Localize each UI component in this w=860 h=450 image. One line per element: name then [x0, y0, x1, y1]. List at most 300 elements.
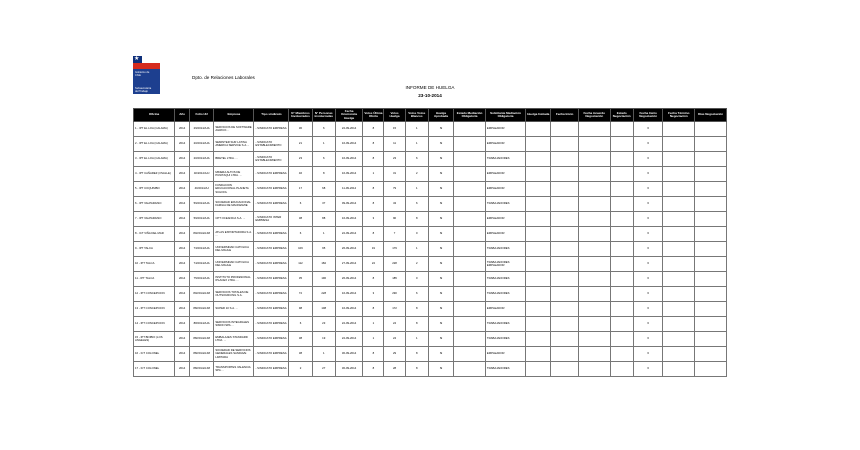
table-cell [663, 317, 695, 332]
table-cell: EMPLEADOR [485, 122, 525, 137]
column-header: Estado Negociación [610, 109, 633, 122]
table-cell [454, 317, 486, 332]
table-cell [578, 317, 610, 332]
table-cell: 8 [363, 347, 384, 362]
table-cell [695, 302, 727, 317]
table-cell: 2 [405, 257, 428, 272]
table-cell [610, 212, 633, 227]
table-cell [551, 347, 578, 362]
table-cell: - SINDICATO EMPRESA [254, 182, 289, 197]
table-cell: 6 [633, 152, 663, 167]
table-cell [695, 152, 727, 167]
table-cell: - SINDICATO ESTABLECIMIENTO [254, 152, 289, 167]
table-cell [551, 362, 578, 377]
table-cell: 6 [633, 257, 663, 272]
table-cell: 16-09-2014 [335, 137, 362, 152]
table-cell [454, 332, 486, 347]
table-cell [551, 122, 578, 137]
table-cell [695, 227, 727, 242]
table-cell: 6 [633, 137, 663, 152]
table-cell: 29 [384, 347, 405, 362]
table-row [134, 167, 727, 182]
table-cell: SI [428, 197, 453, 212]
table-cell: 2014 [175, 212, 190, 227]
table-cell: 8 [405, 347, 428, 362]
table-cell [695, 317, 727, 332]
table-cell: FUNDACION EDUCACIONAL PLANETA SCHOOL [214, 182, 254, 197]
table-cell: 16-09-2014 [335, 212, 362, 227]
table-cell: - SINDICATO EMPRESA [254, 257, 289, 272]
table-cell: 185 [384, 272, 405, 287]
table-cell: - SINDICATO EMPRESA [254, 167, 289, 182]
table-cell: 16-09-2014 [335, 302, 362, 317]
table-cell: 31 [384, 167, 405, 182]
table-cell: 190 [312, 272, 335, 287]
table-body [134, 122, 727, 377]
column-header: Oficina [134, 109, 175, 122]
table-cell: - SINDICATO EMPRESA [254, 272, 289, 287]
table-cell [551, 197, 578, 212]
table-cell: 68 [312, 182, 335, 197]
table-cell [610, 272, 633, 287]
table-cell: SI [428, 242, 453, 257]
table-cell: 2014 [175, 257, 190, 272]
table-cell: UNIVERSIDAD CATOLICA DEL MAULE [214, 257, 254, 272]
table-cell [610, 347, 633, 362]
table-cell: TRABAJADORES [485, 362, 525, 377]
table-cell: SI [428, 272, 453, 287]
table-cell [526, 257, 551, 272]
table-cell [526, 182, 551, 197]
table-cell: SI [428, 347, 453, 362]
table-cell: 3 - IPT EL LOA (CALAMA) [134, 152, 175, 167]
table-cell [695, 122, 727, 137]
table-cell: 2014 [175, 317, 190, 332]
table-cell: 73/2014/AJA [190, 242, 214, 257]
table-cell [695, 137, 727, 152]
table-cell: SERVICIOS TOTALES DE OUTSOURCING S.A. [214, 287, 254, 302]
table-cell: CPT OCEANICA S.A. ... [214, 212, 254, 227]
table-cell: 88/2014/AJM [190, 362, 214, 377]
table-cell: 11-09-2014 [335, 182, 362, 197]
table-cell [526, 152, 551, 167]
table-cell: EMPLEADOR [485, 182, 525, 197]
table-cell [610, 287, 633, 302]
table-cell [551, 272, 578, 287]
table-row [134, 332, 727, 347]
table-cell: 38 [289, 332, 312, 347]
table-cell: EMPLEADOR [485, 167, 525, 182]
table-cell: 19 [312, 332, 335, 347]
table-cell: 8 [405, 302, 428, 317]
table-cell: 75/2014/AJA [190, 272, 214, 287]
table-cell: 6 [633, 167, 663, 182]
table-cell [454, 257, 486, 272]
table-cell: 30 [289, 122, 312, 137]
table-cell: 59/2014/AJA [190, 212, 214, 227]
table-cell [551, 242, 578, 257]
table-cell: 88/2014/AJA [190, 317, 214, 332]
table-cell: 17 - ICT COLONEL [134, 362, 175, 377]
table-cell [454, 137, 486, 152]
table-cell [551, 227, 578, 242]
table-cell: EMBALAJES STANDARD LTDA. ... [214, 332, 254, 347]
table-cell: 22-09-2014 [335, 317, 362, 332]
table-cell: 26-09-2014 [335, 242, 362, 257]
table-cell: SI [428, 227, 453, 242]
table-cell: 6 [405, 152, 428, 167]
report-date: 23-10-2014 [418, 93, 442, 98]
table-cell: 16-09-2014 [335, 152, 362, 167]
table-cell: 0 [405, 272, 428, 287]
table-cell: 2014 [175, 272, 190, 287]
table-cell: 11 [384, 137, 405, 152]
table-cell: SI [428, 302, 453, 317]
table-header-row [134, 109, 727, 122]
table-cell: 15 - IPT BIOBIO (LOS ANGELES) [134, 332, 175, 347]
table-cell [454, 272, 486, 287]
table-cell: 2014 [175, 227, 190, 242]
column-header: Votos Votos Blancos [405, 109, 428, 122]
table-cell: 3 [363, 212, 384, 227]
table-cell: EMPLEADOR [485, 137, 525, 152]
table-cell: 6 [633, 122, 663, 137]
table-cell [526, 317, 551, 332]
table-cell: 6 [289, 317, 312, 332]
table-cell: 30-09-2014 [335, 347, 362, 362]
column-header: Fecha Inicio Negociación [633, 109, 663, 122]
table-cell: 29/2014/AJA [190, 122, 214, 137]
table-cell [551, 137, 578, 152]
table-cell [454, 287, 486, 302]
table-cell: 6 [312, 122, 335, 137]
column-header: Folio HU [190, 109, 214, 122]
table-cell: 6 [312, 152, 335, 167]
table-cell: 8 - ICT VIÑA DEL MAR [134, 227, 175, 242]
table-cell: 2014 [175, 122, 190, 137]
table-cell: 38 [289, 347, 312, 362]
column-header: Fecha Ocurrencia Huelga [335, 109, 362, 122]
table-cell [551, 257, 578, 272]
table-cell: 09-09-2014 [335, 197, 362, 212]
table-cell: EMPLEADOR [485, 212, 525, 227]
table-cell: SI [428, 137, 453, 152]
table-cell [610, 257, 633, 272]
table-cell [454, 167, 486, 182]
table-cell [578, 122, 610, 137]
table-cell: 5 - IPT COQUIMBO [134, 182, 175, 197]
table-cell: 24 [384, 332, 405, 347]
table-cell: 2014 [175, 347, 190, 362]
table-cell [663, 257, 695, 272]
table-cell [663, 167, 695, 182]
table-cell: 88 [312, 212, 335, 227]
table-cell: 8 [405, 362, 428, 377]
table-cell: 27 [312, 362, 335, 377]
table-cell: SI [428, 212, 453, 227]
table-cell: 2014 [175, 332, 190, 347]
table-cell: 35 [289, 272, 312, 287]
table-cell [454, 152, 486, 167]
table-cell: 8 [363, 197, 384, 212]
table-cell: 11 - IPT TALCA [134, 272, 175, 287]
column-header: Tipo sindicato [254, 109, 289, 122]
table-cell [695, 242, 727, 257]
table-cell [578, 137, 610, 152]
table-cell [526, 332, 551, 347]
column-header: Huelga Iniciada [526, 109, 551, 122]
table-cell: SI [428, 182, 453, 197]
table-cell [695, 287, 727, 302]
table-cell: 13 - IPT CONCEPCION [134, 302, 175, 317]
table-cell: 30-09-2014 [335, 362, 362, 377]
table-cell: 2014 [175, 137, 190, 152]
table-cell: 12 - IPT CONCEPCION [134, 287, 175, 302]
table-cell: 1 [363, 167, 384, 182]
table-cell: UNIVERSIDAD CATOLICA DEL MAULE [214, 242, 254, 257]
department-label: Dpto. de Relaciones Laborales [192, 75, 255, 80]
table-cell [578, 227, 610, 242]
table-cell: 6 [633, 242, 663, 257]
table-cell: 88/2014/AJM [190, 302, 214, 317]
table-cell: 3 [363, 287, 384, 302]
table-row [134, 317, 727, 332]
table-cell: 98 [289, 302, 312, 317]
table-cell: 8 [363, 362, 384, 377]
table-cell: 6 [633, 347, 663, 362]
table-cell: 2014 [175, 182, 190, 197]
table-cell [610, 137, 633, 152]
gobierno-logo: ★ Gobierno de Chile Subsecretaría del Trabajo [133, 56, 160, 94]
table-cell: 79 [384, 182, 405, 197]
table-cell: - SINDICATO EMPRESA [254, 197, 289, 212]
table-cell: 20/2014/AJA [190, 137, 214, 152]
table-cell: 15 [384, 122, 405, 137]
table-cell [454, 197, 486, 212]
table-row [134, 182, 727, 197]
table-cell: - SINDICATO EMPRESA [254, 302, 289, 317]
table-cell: 20/2014/AJA [190, 152, 214, 167]
table-cell [526, 227, 551, 242]
table-cell: 106 [289, 242, 312, 257]
table-cell: 9 - IPT TALCA [134, 242, 175, 257]
table-cell [663, 122, 695, 137]
table-cell: 6 - IPT VALPARAISO [134, 197, 175, 212]
table-cell: SERVICIOS DE SOFTWARE AGRICO... [214, 122, 254, 137]
column-header: Votos Última Oferta [363, 109, 384, 122]
table-cell: 1 - IPT EL LOA (CALAMA) [134, 122, 175, 137]
table-cell [526, 362, 551, 377]
table-cell: 2 [289, 362, 312, 377]
table-cell: 8 [405, 212, 428, 227]
table-cell [695, 332, 727, 347]
table-cell: SI [428, 122, 453, 137]
table-cell: 1 [405, 332, 428, 347]
column-header: Fecha Inicio [551, 109, 578, 122]
table-cell: 6 [633, 302, 663, 317]
table-cell [454, 122, 486, 137]
strike-report-table [133, 108, 727, 377]
table-cell: SI [428, 332, 453, 347]
table-cell: SI [428, 167, 453, 182]
table-cell: 228 [312, 287, 335, 302]
table-cell [610, 332, 633, 347]
table-cell [663, 137, 695, 152]
table-cell: 8 [363, 122, 384, 137]
table-cell: - SINDICATO EMPRESA [254, 362, 289, 377]
table-cell: 108 [312, 302, 335, 317]
table-cell [695, 257, 727, 272]
table-cell [526, 302, 551, 317]
table-cell: 7 - IPT VALPARAISO [134, 212, 175, 227]
table-cell: 2 [405, 167, 428, 182]
table-cell: 7 [384, 227, 405, 242]
table-cell [526, 272, 551, 287]
table-cell: 6 [405, 287, 428, 302]
table-cell [551, 212, 578, 227]
table-cell: - SINDICATO EMPRESA [254, 317, 289, 332]
table-cell: SI [428, 317, 453, 332]
table-cell: 179 [384, 242, 405, 257]
table-cell: 1 [312, 347, 335, 362]
table-cell: 6 [633, 272, 663, 287]
table-cell: 6 [633, 182, 663, 197]
table-cell: 8 [363, 227, 384, 242]
table-cell [610, 167, 633, 182]
table-cell: SERVICIOS INTEGRALES SIMON SPA ... [214, 317, 254, 332]
table-cell [610, 197, 633, 212]
table-cell [663, 272, 695, 287]
column-header: Fecha Acuerdo Negociación [578, 109, 610, 122]
table-cell [551, 182, 578, 197]
table-cell [578, 272, 610, 287]
table-cell: 46 [289, 167, 312, 182]
table-cell [610, 152, 633, 167]
table-cell: 2014 [175, 167, 190, 182]
table-cell [695, 197, 727, 212]
table-cell: 16-09-2014 [335, 167, 362, 182]
table-row [134, 287, 727, 302]
table-cell [454, 362, 486, 377]
table-cell [526, 137, 551, 152]
table-cell: - SINDICATO EMPRESA [254, 287, 289, 302]
table-cell [663, 227, 695, 242]
table-cell: SI [428, 257, 453, 272]
table-cell [663, 302, 695, 317]
table-cell: 0 [405, 227, 428, 242]
table-cell: 10 - IPT TALCA [134, 257, 175, 272]
report-title: INFORME DE HUELGA [405, 85, 455, 90]
table-cell: SI [428, 152, 453, 167]
table-cell: EMPLEADOR [485, 302, 525, 317]
table-cell [695, 362, 727, 377]
table-cell: TRANSPORTES VALENCIA SPA ... [214, 362, 254, 377]
table-cell [663, 347, 695, 362]
table-cell: 2014 [175, 242, 190, 257]
table-cell [454, 242, 486, 257]
table-cell: 23 [312, 317, 335, 332]
table-cell [663, 182, 695, 197]
table-cell: 24 [363, 257, 384, 272]
table-cell: 1 [312, 227, 335, 242]
table-cell [454, 182, 486, 197]
table-cell [695, 272, 727, 287]
table-cell [578, 152, 610, 167]
table-cell [551, 152, 578, 167]
table-cell: 2014 [175, 287, 190, 302]
table-cell [526, 242, 551, 257]
table-cell [610, 182, 633, 197]
table-cell [663, 212, 695, 227]
table-cell [663, 287, 695, 302]
table-cell [551, 332, 578, 347]
table-cell [526, 197, 551, 212]
table-cell: - SINDICATO INTER EMPRESA [254, 212, 289, 227]
table-cell: - SINDICATO EMPRESA [254, 332, 289, 347]
table-cell: 88/2014/AJM [190, 332, 214, 347]
table-cell: ATLAS EXPORTADORA S.A. ... [214, 227, 254, 242]
column-header: Solicitante Mediación Obligatoria [485, 109, 525, 122]
table-cell: 1 [363, 332, 384, 347]
table-row [134, 257, 727, 272]
table-cell [454, 302, 486, 317]
table-cell: 6 [633, 212, 663, 227]
table-cell: SI [428, 362, 453, 377]
table-cell [663, 197, 695, 212]
table-cell: 17 [289, 182, 312, 197]
table-cell: 23 [289, 152, 312, 167]
table-cell [578, 212, 610, 227]
table-cell: 16 - ICT COLONEL [134, 347, 175, 362]
table-cell: 27-09-2014 [335, 257, 362, 272]
table-cell: 21 [289, 137, 312, 152]
table-cell [663, 332, 695, 347]
table-cell: BRETEL LTDA. ... [214, 152, 254, 167]
table-cell: 22-09-2014 [335, 332, 362, 347]
table-cell [578, 242, 610, 257]
table-cell: 8 [312, 167, 335, 182]
table-cell: 8 [405, 317, 428, 332]
column-header: N° Personas involucradas [312, 109, 335, 122]
table-cell: 6 [633, 332, 663, 347]
table-cell [663, 362, 695, 377]
table-cell [578, 347, 610, 362]
table-cell: TRABAJADORES [485, 197, 525, 212]
table-cell: 182 [312, 257, 335, 272]
table-cell [663, 152, 695, 167]
table-cell: 28 [384, 362, 405, 377]
table-cell: 1 [363, 317, 384, 332]
column-header: Fecha Término Negociación [663, 109, 695, 122]
table-cell [526, 347, 551, 362]
table-cell: 1 [405, 182, 428, 197]
table-cell [695, 182, 727, 197]
table-cell: 6 [633, 227, 663, 242]
table-cell [526, 287, 551, 302]
table-cell [610, 317, 633, 332]
table-row [134, 122, 727, 137]
table-row [134, 152, 727, 167]
table-cell: 26-09-2014 [335, 272, 362, 287]
table-cell [578, 332, 610, 347]
table-cell: 2014 [175, 362, 190, 377]
table-cell: 22-09-2014 [335, 227, 362, 242]
table-cell: - SINDICATO EMPRESA [254, 347, 289, 362]
table-cell: 90 [384, 212, 405, 227]
column-header: Votos Huelga [384, 109, 405, 122]
table-cell: 4 - IPT CAÑAREZ (OVALLE) [134, 167, 175, 182]
table-cell [610, 362, 633, 377]
